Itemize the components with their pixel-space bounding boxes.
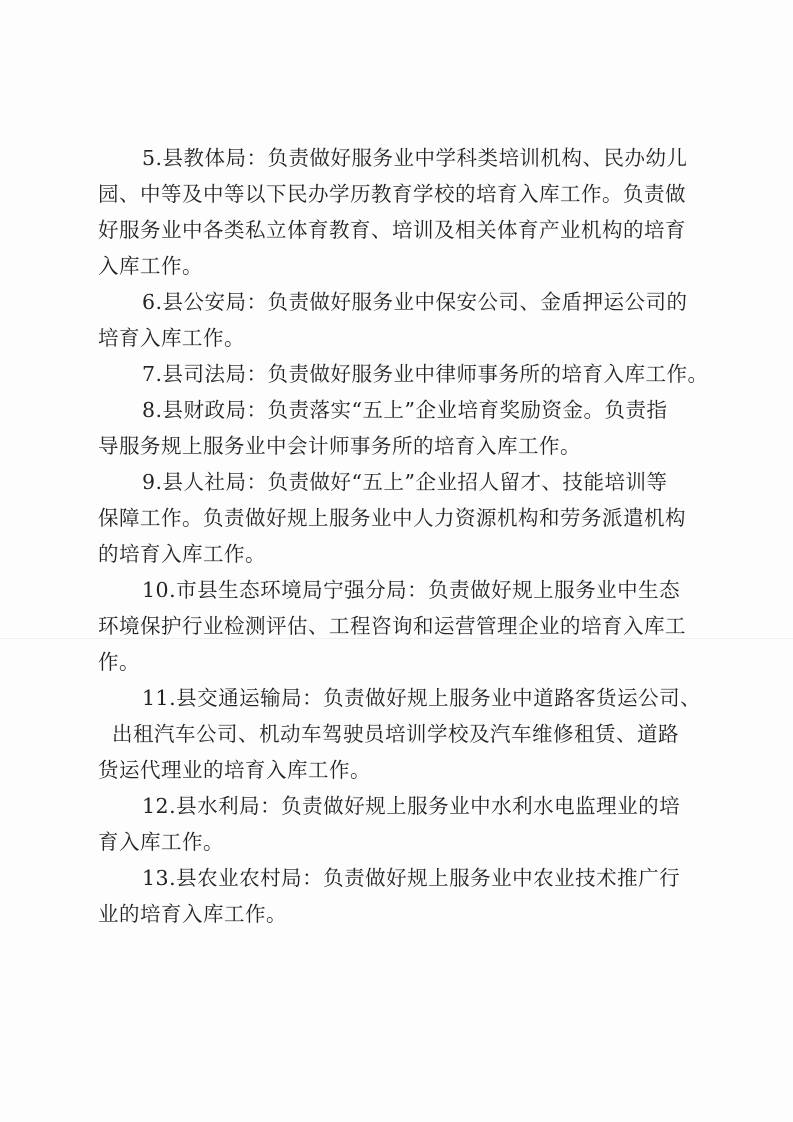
paragraph-12-line-2: 育入库工作。 — [98, 830, 224, 854]
paragraph-12-line-1: 12.县水利局：负责做好规上服务业中水利水电监理业的培 — [142, 794, 681, 818]
paragraph-9-line-3: 的培育入库工作。 — [98, 542, 266, 566]
paragraph-5-line-2: 园、中等及中等以下民办学历教育学校的培育入库工作。负责做 — [98, 182, 686, 206]
paragraph-11-line-2: 出租汽车公司、机动车驾驶员培训学校及汽车维修租赁、道路 — [112, 722, 679, 746]
paragraph-11-line-3: 货运代理业的培育入库工作。 — [98, 758, 371, 782]
paragraph-13-line-1: 13.县农业农村局：负责做好规上服务业中农业技术推广行 — [142, 866, 681, 890]
paragraph-9-line-1: 9.县人社局：负责做好“五上”企业招人留才、技能培训等 — [142, 470, 668, 494]
paragraph-8-line-2: 导服务规上服务业中会计师事务所的培育入库工作。 — [98, 434, 581, 458]
paragraph-9-line-2: 保障工作。负责做好规上服务业中人力资源机构和劳务派遣机构 — [98, 506, 686, 530]
paragraph-13-line-2: 业的培育入库工作。 — [98, 902, 287, 926]
document-body — [98, 140, 709, 932]
paragraph-10-line-1: 10.市县生态环境局宁强分局：负责做好规上服务业中生态 — [142, 578, 681, 602]
paragraph-10-line-2: 环境保护行业检测评估、工程咨询和运营管理企业的培育入库工 — [98, 614, 686, 638]
paragraph-5-line-4: 入库工作。 — [98, 254, 203, 278]
paragraph-7-line-1: 7.县司法局：负责做好服务业中律师事务所的培育入库工作。 — [142, 362, 709, 386]
paragraph-5-line-3: 好服务业中各类私立体育教育、培训及相关体育产业机构的培育 — [98, 218, 686, 242]
paragraph-6-line-2: 培育入库工作。 — [98, 326, 245, 350]
paragraph-8-line-1: 8.县财政局：负责落实“五上”企业培育奖励资金。负责指 — [142, 398, 668, 422]
paragraph-11-line-1: 11.县交通运输局：负责做好规上服务业中道路客货运公司、 — [142, 686, 702, 710]
paragraph-6-line-1: 6.县公安局：负责做好服务业中保安公司、金盾押运公司的 — [142, 290, 688, 314]
paragraph-5-line-1: 5.县教体局：负责做好服务业中学科类培训机构、民办幼儿 — [142, 146, 688, 170]
paragraph-10-line-3: 作。 — [98, 650, 140, 674]
